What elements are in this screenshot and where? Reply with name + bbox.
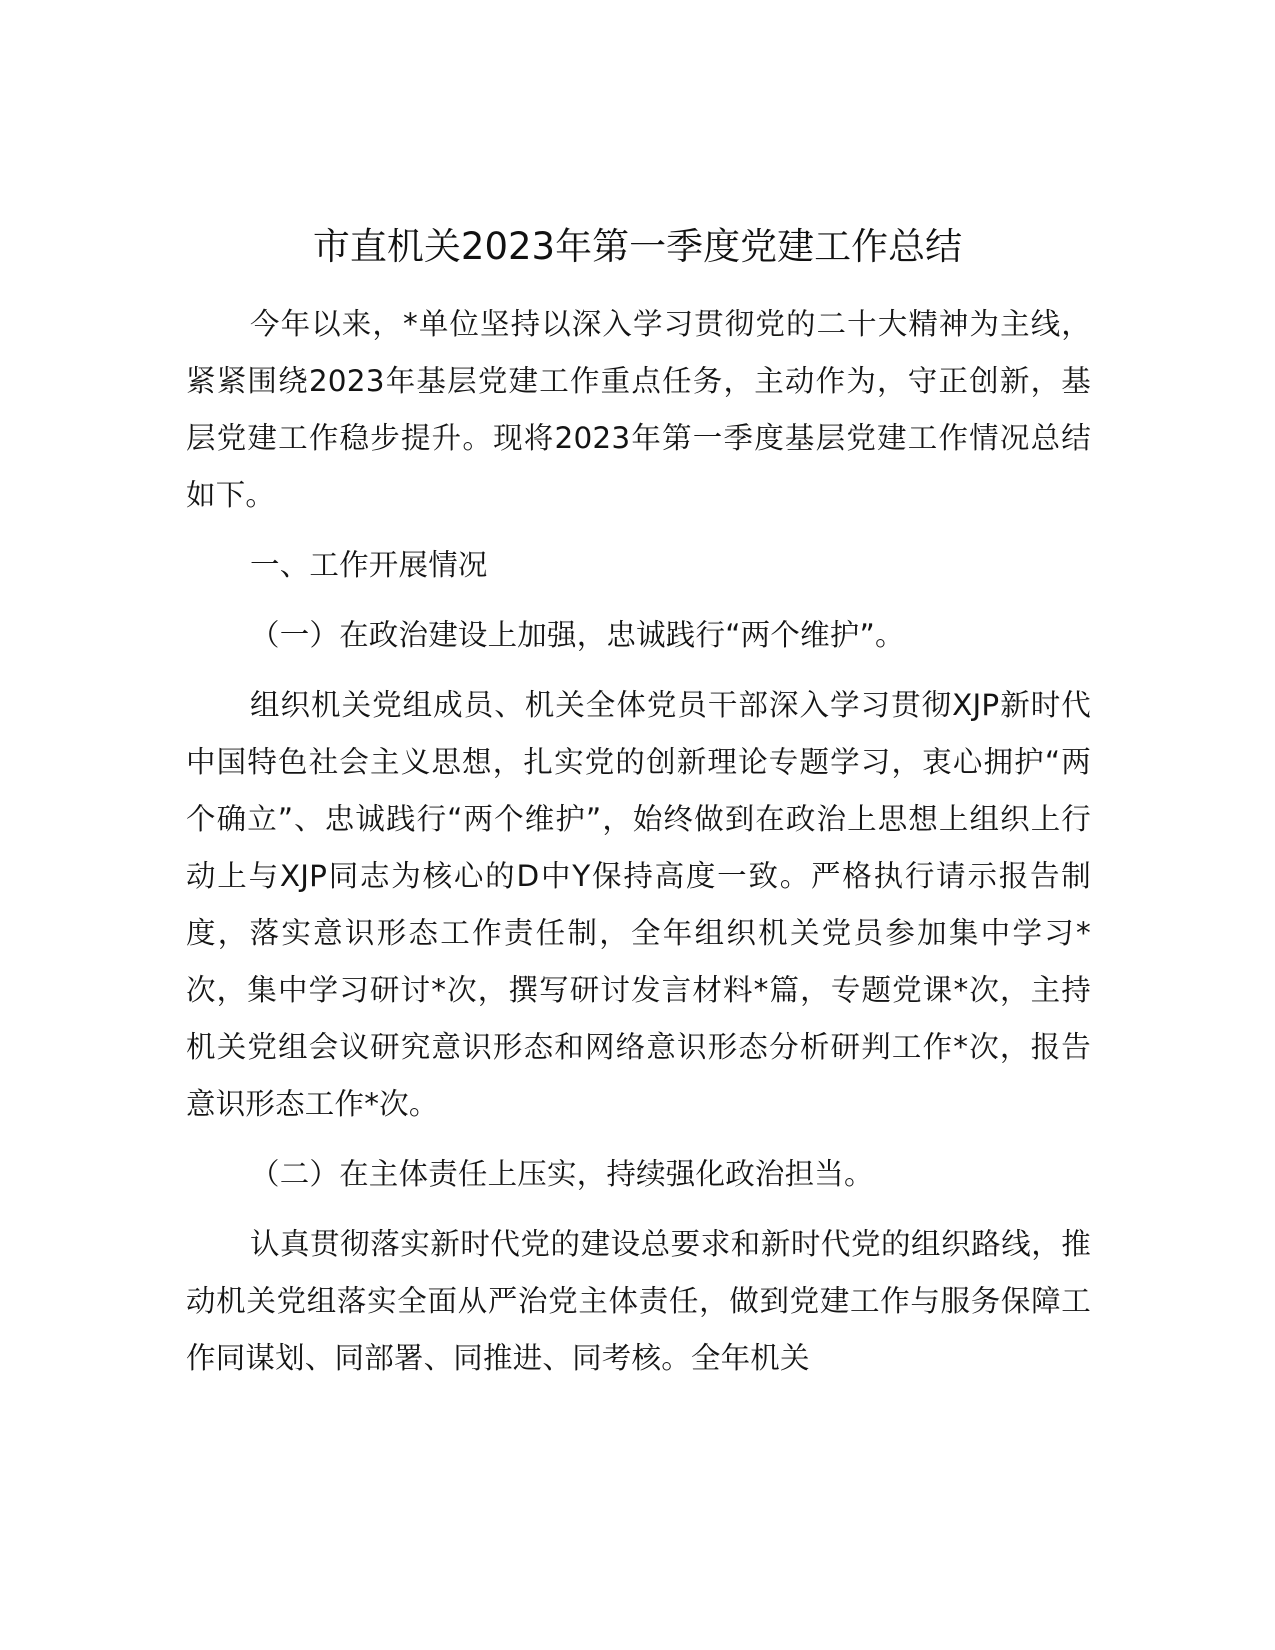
document-title: 市直机关2023年第一季度党建工作总结 bbox=[312, 225, 963, 268]
intro-paragraph: 今年以来，*单位坚持以深入学习贯彻党的二十大精神为主线，紧紧围绕2023年基层党建工作重点任务，主动作为，守正创新，基层党建工作稳步提升。现将2023年第一季度基层党建工作情况总结如下。 bbox=[186, 307, 1091, 512]
subsection-paragraph-1: 组织机关党组成员、机关全体党员干部深入学习贯彻XJP新时代中国特色社会主义思想，扎实党的创新理论专题学习，衷心拥护“两个确立”、忠诚践行“两个维护”，始终做到在政治上思想上组织上行动上与XJP同志为核心的D中Y保持高度一致。严格执行请示报告制度，落实意识形态工作责任制，全年组织机关党员参加集中学习*次，集中学习研讨*次，撰写研讨发言材料*篇，专题党课*次，主持机关党组会议研究意识形态和网络意识形态分析研判工作*次，报告意识形态工作*次。 bbox=[186, 688, 1091, 1121]
subsection-paragraph-2: 认真贯彻落实新时代党的建设总要求和新时代党的组织路线，推动机关党组落实全面从严治党主体责任，做到党建工作与服务保障工作同谋划、同部署、同推进、同考核。全年机关 bbox=[186, 1227, 1091, 1375]
subsection-heading-1: （一）在政治建设上加强，忠诚践行“两个维护”。 bbox=[250, 618, 905, 652]
subsection-heading-2: （二）在主体责任上压实，持续强化政治担当。 bbox=[250, 1157, 874, 1191]
section-heading-1: 一、工作开展情况 bbox=[250, 548, 488, 582]
document-body bbox=[186, 296, 1091, 1387]
